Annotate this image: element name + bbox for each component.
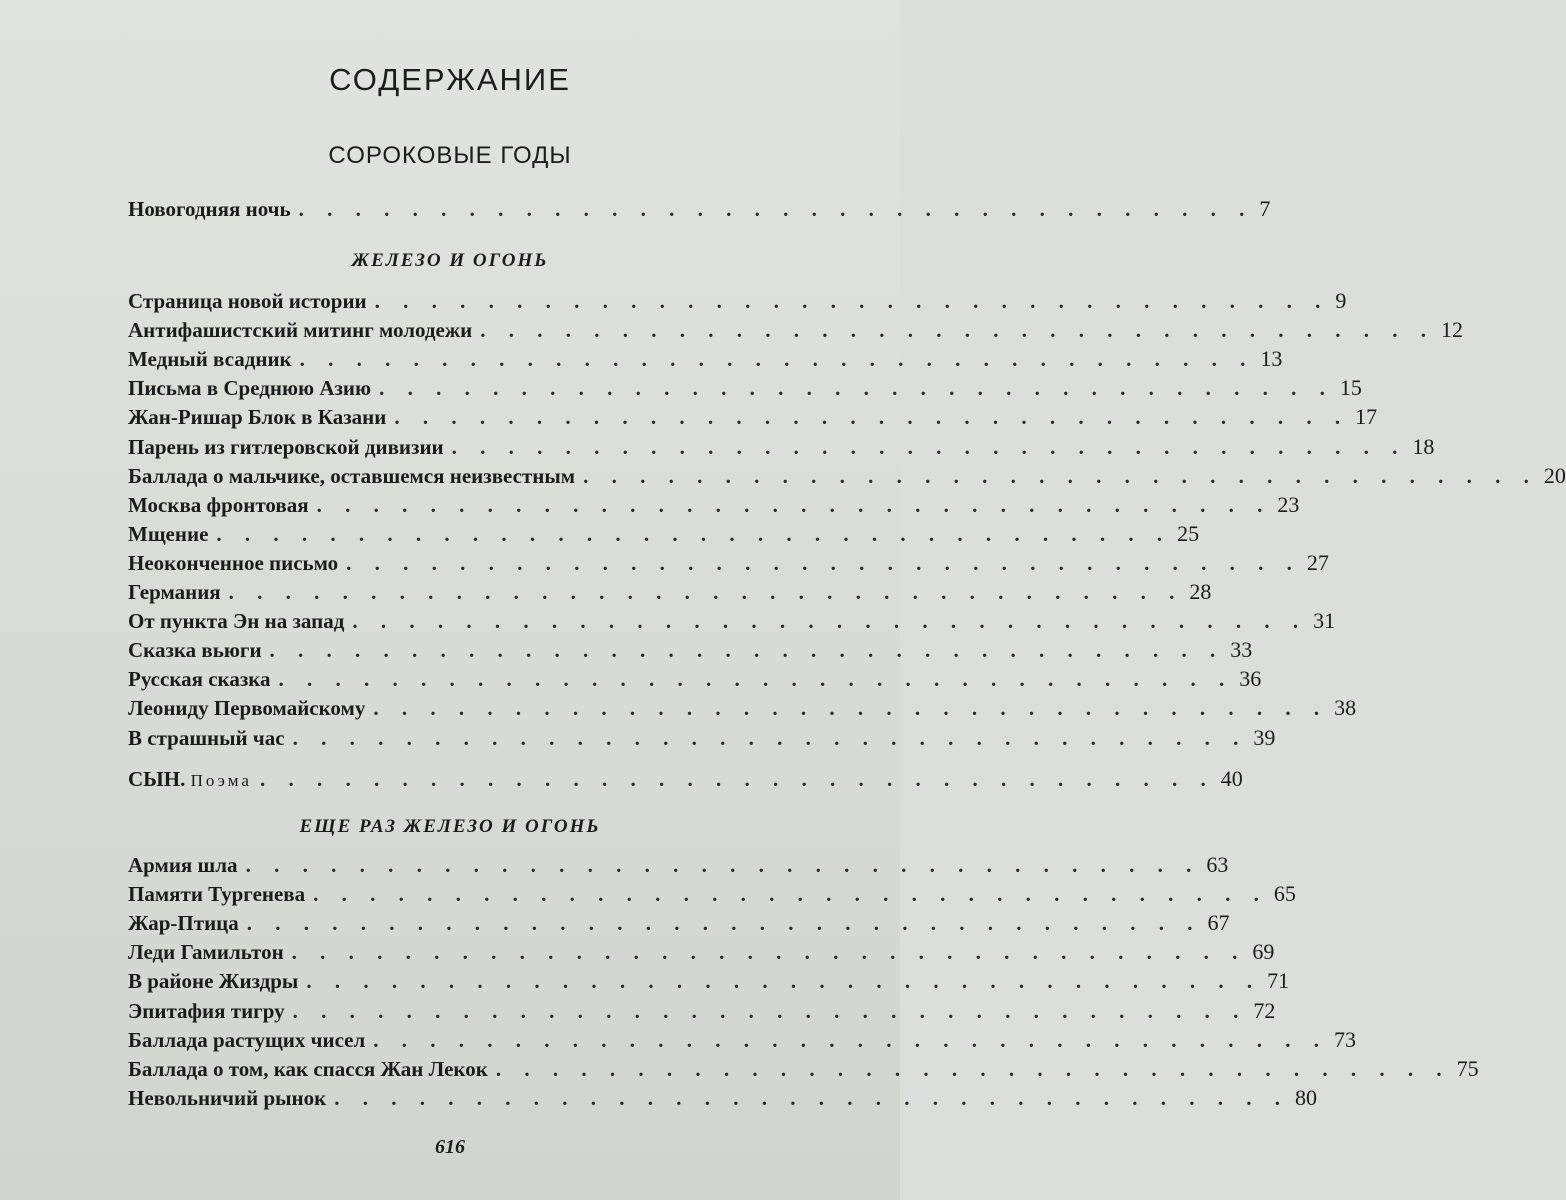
toc-entry xyxy=(128,404,1378,434)
toc-entry xyxy=(128,346,1283,376)
toc-entry-title: От пункта Эн на запад xyxy=(128,609,345,634)
toc-entry xyxy=(128,491,1300,522)
toc-entry-page: 72 xyxy=(1253,997,1276,1023)
toc-entry-page: 69 xyxy=(1252,939,1275,965)
toc-entry-page: 63 xyxy=(1206,852,1229,877)
toc-entry-page: 25 xyxy=(1177,520,1200,546)
toc-leader: . . . . . . . . . . . . . . . . . . . . . . . . . . . . . . . . . . xyxy=(480,318,1435,343)
poem-title: СЫН. xyxy=(128,767,186,791)
toc-entry-title: Невольничий рынок xyxy=(128,1085,327,1110)
toc-leader: . . . . . . . . . . . . . . . . . . . . . . . . . . . . . . . . . . xyxy=(373,1027,1328,1052)
part-heading: ЖЕЛЕЗО И ОГОНЬ xyxy=(351,250,549,271)
toc-entry-title: Страница новой истории xyxy=(128,289,367,313)
toc-entry xyxy=(128,520,1200,551)
toc-leader: . . . . . . . . . . . . . . . . . . . . . . . . . . . . . . . . . . xyxy=(299,347,1255,372)
toc-entry-page: 36 xyxy=(1239,666,1262,692)
toc-entry-page: 20 xyxy=(1543,462,1566,488)
toc-entry-title: Антифашистский митинг молодежи xyxy=(128,318,473,343)
toc-leader: . . . . . . . . . . . . . . . . . . . . . . . . . . . . . . . . . . xyxy=(228,580,1184,604)
toc-leader: . . . . . . . . . . . . . . . . . . . . . . . . . . . . . . . . . . xyxy=(298,197,1254,221)
toc-entry-title: Сказка вьюги xyxy=(128,638,262,663)
toc-entry-page: 65 xyxy=(1273,881,1296,907)
toc-entry-page: 13 xyxy=(1260,346,1283,372)
toc-entry xyxy=(128,549,1329,580)
toc-entry xyxy=(128,196,1271,226)
poem-subtitle: Поэма xyxy=(190,771,252,790)
toc-leader: . . . . . . . . . . . . . . . . . . . . . . . . . . . . . . . . . . xyxy=(269,638,1225,663)
toc-leader: . . . . . . . . . . . . . . . . . . . . . . . . . . . . . . . . . . xyxy=(451,434,1407,459)
toc-entry-page: 67 xyxy=(1207,910,1230,936)
toc-entry-title: Жан-Ришар Блок в Казани xyxy=(128,405,387,430)
toc-entry-page: 27 xyxy=(1306,549,1329,575)
toc-entry-poem xyxy=(128,766,1243,796)
toc-leader: . . . . . . . . . . . . . . . . . . . . . . . . . . . . . . . . . . xyxy=(245,853,1201,877)
toc-leader: . . . . . . . . . . . . . . . . . . . . . . . . . . . . . . . . . . xyxy=(352,609,1308,634)
toc-entry-title: Памяти Тургенева xyxy=(128,882,306,907)
toc-leader: . . . . . . . . . . . . . . . . . . . . . . . . . . . . . . . . . . xyxy=(394,405,1350,430)
toc-entry xyxy=(128,1026,1356,1057)
toc-entry-page: 18 xyxy=(1412,433,1435,459)
toc-entry-title: Москва фронтовая xyxy=(128,492,309,517)
toc-entry xyxy=(128,724,1276,755)
toc-entry-title: Мщение xyxy=(128,521,209,546)
toc-entry xyxy=(128,288,1347,318)
toc-leader: . . . . . . . . . . . . . . . . . . . . . . . . . . . . . . . . . . xyxy=(278,667,1234,692)
toc-entry-page: 17 xyxy=(1355,404,1378,430)
toc-entry-page: 9 xyxy=(1335,288,1347,313)
toc-entry-title: В страшный час xyxy=(128,725,285,750)
toc-entry xyxy=(128,608,1336,638)
toc-leader: . . . . . . . . . . . . . . . . . . . . . . . . . . . . . . . . . . xyxy=(313,882,1268,907)
toc-entry-title: Эпитафия тигру xyxy=(128,998,285,1023)
toc-entry-page: 39 xyxy=(1253,724,1276,750)
toc-entry-title: Баллада о мальчике, оставшемся неизвестным xyxy=(128,463,576,488)
toc-entry xyxy=(128,1055,1479,1086)
toc-leader: . . . . . . . . . . . . . . . . . . . . . . . . . . . . . . . . . . xyxy=(583,463,1538,488)
toc-entry-page: 80 xyxy=(1294,1084,1317,1110)
toc-entry-title: Германия xyxy=(128,580,221,604)
toc-entry-title: Баллада растущих чисел xyxy=(128,1027,366,1052)
toc-entry-title: Письма в Среднюю Азию xyxy=(128,376,372,401)
toc-entry-title xyxy=(128,767,260,792)
toc-entry-page: 71 xyxy=(1267,968,1290,994)
toc-entry-page: 23 xyxy=(1277,491,1300,517)
toc-entry-page: 15 xyxy=(1339,375,1362,401)
toc-entry-page: 40 xyxy=(1220,766,1243,791)
toc-leader: . . . . . . . . . . . . . . . . . . . . . . . . . . . . . . . . . . xyxy=(292,725,1248,750)
toc-leader: . . . . . . . . . . . . . . . . . . . . . . . . . . . . . . . . . . xyxy=(495,1056,1451,1081)
toc-leader: . . . . . . . . . . . . . . . . . . . . . . . . . . . . . . . . . . xyxy=(316,492,1272,517)
toc-entry xyxy=(128,637,1253,667)
section-title: СОРОКОВЫЕ ГОДЫ xyxy=(328,142,572,169)
toc-entry xyxy=(128,939,1275,969)
toc-entry xyxy=(128,579,1212,609)
toc-leader: . . . . . . . . . . . . . . . . . . . . . . . . . . . . . . . . . . xyxy=(346,550,1301,575)
toc-leader: . . . . . . . . . . . . . . . . . . . . . . . . . . . . . . . . . . xyxy=(373,696,1329,721)
toc-entry-title: В районе Жиздры xyxy=(128,969,299,994)
toc-entry-title: Баллада о том, как спасся Жан Лекок xyxy=(128,1056,488,1081)
toc-leader: . . . . . . . . . . . . . . . . . . . . . . . . . . . . . . . . . . xyxy=(259,767,1215,791)
toc-entry-title: Неоконченное письмо xyxy=(128,550,339,575)
toc-leader: . . . . . . . . . . . . . . . . . . . . . . . . . . . . . . . . . . xyxy=(292,998,1248,1023)
toc-entry-page: 31 xyxy=(1313,608,1336,634)
toc-entry xyxy=(128,695,1357,725)
part-heading: ЕЩЕ РАЗ ЖЕЛЕЗО И ОГОНЬ xyxy=(299,816,601,837)
toc-entry-title: Парень из гитлеровской дивизии xyxy=(128,434,444,459)
toc-entry xyxy=(128,433,1435,464)
toc-entry-title: Жар-Птица xyxy=(128,911,239,936)
toc-leader: . . . . . . . . . . . . . . . . . . . . . . . . . . . . . . . . . . xyxy=(334,1085,1289,1110)
toc-entry xyxy=(128,317,1463,347)
toc-entry-page: 38 xyxy=(1334,695,1357,721)
toc-entry xyxy=(128,968,1290,998)
toc-entry xyxy=(128,375,1362,405)
toc-entry xyxy=(128,881,1296,911)
toc-entry-title: Медный всадник xyxy=(128,347,292,372)
toc-entry-page: 73 xyxy=(1334,1026,1356,1052)
toc-entry-page: 28 xyxy=(1189,579,1212,604)
toc-leader: . . . . . . . . . . . . . . . . . . . . . . . . . . . . . . . . . . xyxy=(379,376,1334,401)
toc-entry xyxy=(128,997,1276,1028)
toc-leader: . . . . . . . . . . . . . . . . . . . . . . . . . . . . . . . . . . xyxy=(246,911,1202,936)
toc-entry xyxy=(128,462,1566,493)
toc-entry xyxy=(128,1084,1317,1115)
toc-entry xyxy=(128,910,1230,940)
toc-entry xyxy=(128,666,1262,696)
toc-entry-page: 75 xyxy=(1456,1055,1479,1081)
toc-entry-page: 12 xyxy=(1440,317,1463,343)
toc-entry-title: Леди Гамильтон xyxy=(128,940,284,965)
toc-entry-title: Леониду Первомайскому xyxy=(128,696,366,721)
toc-entry-page: 7 xyxy=(1259,196,1271,221)
page-title: СОДЕРЖАНИЕ xyxy=(329,62,571,97)
toc-leader: . . . . . . . . . . . . . . . . . . . . . . . . . . . . . . . . . . xyxy=(291,940,1247,965)
toc-entry-page: 33 xyxy=(1230,637,1253,663)
toc-entry-title: Армия шла xyxy=(128,853,238,877)
toc-leader: . . . . . . . . . . . . . . . . . . . . . . . . . . . . . . . . . . xyxy=(216,521,1172,546)
toc-entry xyxy=(128,852,1229,882)
toc-entry-title: Русская сказка xyxy=(128,667,271,692)
toc-leader: . . . . . . . . . . . . . . . . . . . . . . . . . . . . . . . . . . xyxy=(306,969,1262,994)
toc-entry-title: Новогодняя ночь xyxy=(128,197,291,221)
page-number: 616 xyxy=(435,1136,465,1158)
toc-leader: . . . . . . . . . . . . . . . . . . . . . . . . . . . . . . . . . . xyxy=(374,289,1330,313)
